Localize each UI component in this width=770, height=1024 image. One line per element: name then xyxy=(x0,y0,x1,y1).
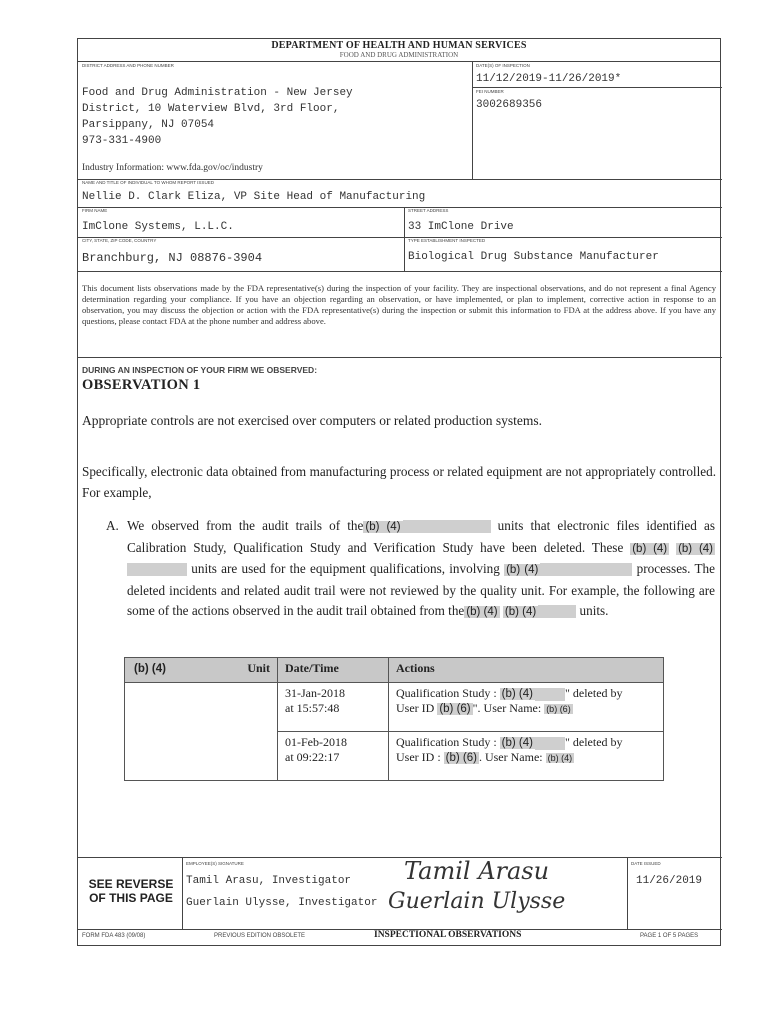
date-issued: 11/26/2019 xyxy=(636,875,703,887)
action-cell: Qualification Study : (b) (4) " deleted by User ID : (b) (6) . User Name: (b) (4) xyxy=(389,732,664,781)
observation-intro: DURING AN INSPECTION OF YOUR FIRM WE OBSERVED: xyxy=(82,365,318,375)
datetime-cell: 01-Feb-2018 at 09:22:17 xyxy=(278,732,389,781)
district-label: DISTRICT ADDRESS AND PHONE NUMBER xyxy=(82,63,174,68)
action-cell: Qualification Study : (b) (4) " deleted by User ID (b) (6) ". User Name: (b) (6) xyxy=(389,683,664,732)
employee-2: Guerlain Ulysse, Investigator xyxy=(186,897,378,909)
district-line2: District, 10 Waterview Blvd, 3rd Floor, xyxy=(82,103,340,115)
redaction-b4: (b) (4) xyxy=(678,542,714,555)
redaction-b4: (b) (4) xyxy=(504,606,537,618)
district-line3: Parsippany, NJ 07054 xyxy=(82,119,215,131)
col-datetime-header: Date/Time xyxy=(278,658,389,683)
inspection-dates: 11/12/2019-11/26/2019* xyxy=(476,73,622,85)
redaction-b4: (b) (4) xyxy=(506,564,539,576)
redaction-b4: (b) (4) xyxy=(466,606,498,618)
signature-1: Tamil Arasu xyxy=(404,857,550,885)
redaction-b4: (b) (4) xyxy=(632,542,668,555)
department-title: DEPARTMENT OF HEALTH AND HUMAN SERVICES xyxy=(271,40,527,51)
street-label: STREET ADDRESS xyxy=(408,208,449,213)
firm-name: ImClone Systems, L.L.C. xyxy=(82,221,234,233)
date-issued-label: DATE ISSUED xyxy=(631,861,661,866)
observation-statement: Appropriate controls are not exercised over computers or related production systems. xyxy=(82,413,542,428)
fda-483-form xyxy=(77,38,721,946)
page-number: PAGE 1 OF 5 PAGES xyxy=(640,933,699,939)
observation-title: OBSERVATION 1 xyxy=(82,377,201,393)
see-reverse: SEE REVERSE OF THIS PAGE xyxy=(88,877,174,905)
redaction-block xyxy=(127,563,187,576)
establishment-type: Biological Drug Substance Manufacturer xyxy=(408,251,659,263)
recipient-name: Nellie D. Clark Eliza, VP Site Head of Manufacturing xyxy=(82,191,426,203)
establishment-type-label: TYPE ESTABLISHMENT INSPECTED xyxy=(408,238,486,243)
col-unit-header: (b) (4) Unit xyxy=(125,658,278,683)
item-letter: A. xyxy=(106,518,119,533)
table-header-row xyxy=(125,658,664,683)
city-label: CITY, STATE, ZIP CODE, COUNTRY xyxy=(82,238,157,243)
recipient-label: NAME AND TITLE OF INDIVIDUAL TO WHOM REPORT ISSUED xyxy=(82,180,214,185)
audit-trail-table xyxy=(124,657,664,781)
firm-name-label: FIRM NAME xyxy=(82,208,108,213)
table-row xyxy=(125,683,664,732)
disclaimer: This document lists observations made by the FDA representative(s) during the inspection of your facility. They are inspectional observations, and do not represent a final Agency determination regarding your compliance. If you have an objection regarding an observation, or have implemented, or plan to implement, corrective action in response to an observation, you may discuss the objection or action with the FDA representative(s) during the inspection or submit this information to FDA at the address above. If you have any questions, please contact FDA at the phone number and address above. xyxy=(82,283,716,326)
street-address: 33 ImClone Drive xyxy=(408,221,514,233)
form-number: FORM FDA 483 (09/08) xyxy=(82,933,146,939)
redaction-block xyxy=(538,605,576,618)
agency-title: FOOD AND DRUG ADMINISTRATION xyxy=(339,51,459,59)
specifically-paragraph: Specifically, electronic data obtained from manufacturing process or related equipment are not appropriately controlled. For example, xyxy=(82,464,716,500)
fei-number: 3002689356 xyxy=(476,99,543,111)
employee-signature-label: EMPLOYEE(S) SIGNATURE xyxy=(186,861,244,866)
form-header xyxy=(78,39,720,62)
redaction-block xyxy=(540,563,632,576)
fei-label: FEI NUMBER xyxy=(476,89,504,94)
dates-label: DATE(S) OF INSPECTION xyxy=(476,63,530,68)
redaction-block xyxy=(403,520,491,533)
signature-2: Guerlain Ulysse xyxy=(388,889,566,914)
district-phone: 973-331-4900 xyxy=(82,135,162,147)
redaction-b4: (b) (4) xyxy=(365,521,401,533)
unit-cell xyxy=(125,683,278,781)
district-line1: Food and Drug Administration - New Jersey xyxy=(82,87,353,99)
col-actions-header: Actions xyxy=(389,658,664,683)
item-a-paragraph: We observed from the audit trails of the (b) (4) units that electronic files identified as Calibration Study, Qualification Study and Verification Study have been deleted. These (b) (4) (b) (4) units are used for the equipment qualifications, involving (b) (4) processes. The deleted incidents and related audit trail were not reviewed by the quality unit. For example, the following are some of the actions observed in the audit trail obtained from the (b) (4) (b) (4) units. xyxy=(127,518,715,618)
industry-info: Industry Information: www.fda.gov/oc/industry xyxy=(82,163,263,173)
datetime-cell: 31-Jan-2018 at 15:57:48 xyxy=(278,683,389,732)
previous-edition: PREVIOUS EDITION OBSOLETE xyxy=(214,933,306,939)
city-state-zip: Branchburg, NJ 08876-3904 xyxy=(82,251,263,265)
footer-title: INSPECTIONAL OBSERVATIONS xyxy=(374,930,522,940)
employee-1: Tamil Arasu, Investigator xyxy=(186,875,352,887)
